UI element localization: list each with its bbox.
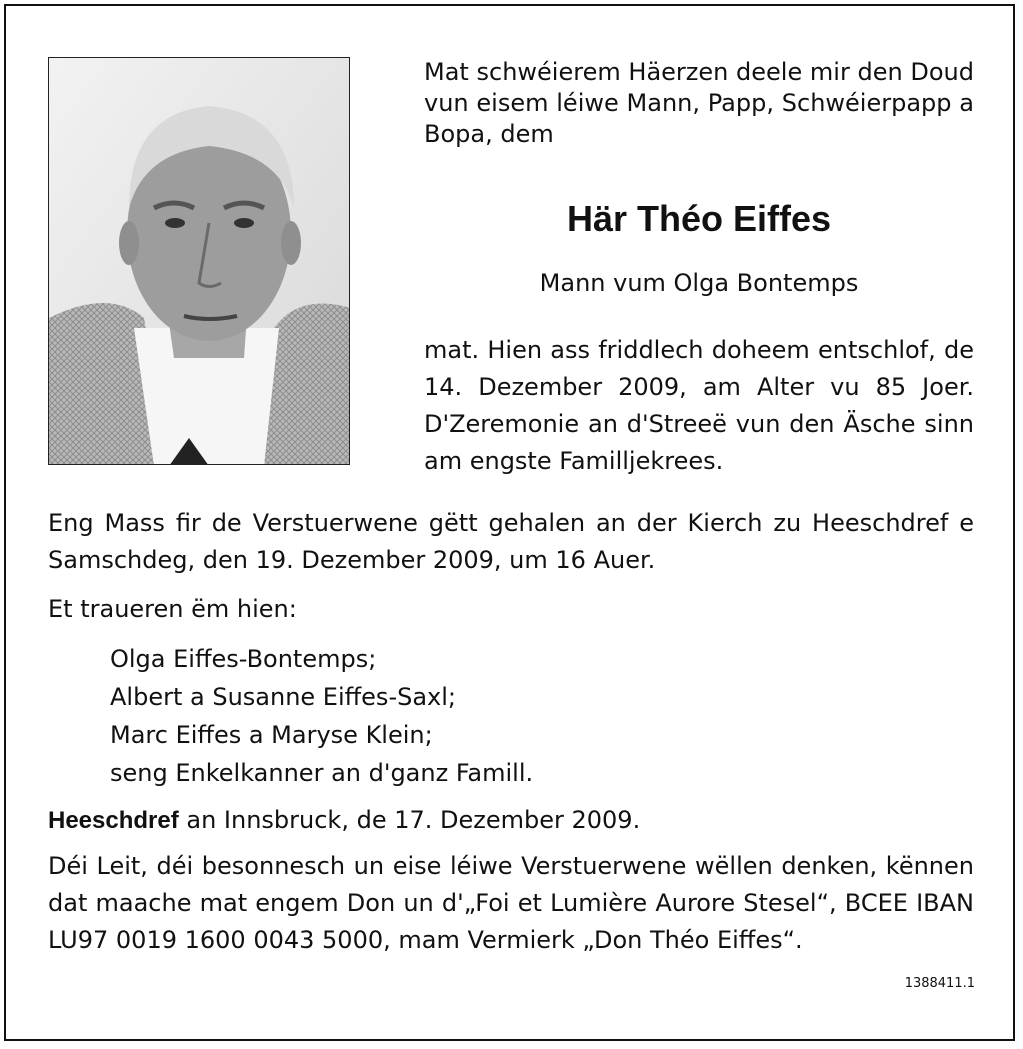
death-announcement: mat. Hien ass friddlech doheem entschlof, de 14. Dezember 2009, am Alter vu 85 Joer. D'Zeremonie an d'Streeë vun den Äsche sinn am engste Familljekrees. [424,336,974,475]
mourner-item: Marc Eiffes a Maryse Klein; [110,721,433,749]
place-name: Heeschdref [48,807,179,834]
mourner-item: seng Enkelkanner an d'ganz Famill. [110,759,534,787]
reference-number: 1388411.1 [904,976,975,991]
mourners-list [110,640,533,792]
deceased-name: Här Théo Eiffes [566,198,832,239]
mourners-label: Et traueren ëm hien: [48,595,297,623]
spouse-line: Mann vum Olga Bontemps [539,269,859,297]
portrait-photo [48,57,350,465]
donation-text: Déi Leit, déi besonnesch un eise léiwe Verstuerwene wëllen denken, kënnen dat maache mat engem Don un d'„Foi et Lumière Aurore Stesel“, BCEE IBAN LU97 0019 1600 0043 5000, mam Vermierk „Don Théo Eiffes“. [48,852,974,954]
intro-text: Mat schwéierem Häerzen deele mir den Doud vun eisem léiwe Mann, Papp, Schwéierpapp a Bopa, dem [424,58,974,148]
place-date: an Innsbruck, de 17. Dezember 2009. [178,806,641,834]
mourner-item: Albert a Susanne Eiffes-Saxl; [110,683,456,711]
mourner-item: Olga Eiffes-Bontemps; [110,645,377,673]
place-date-line [48,803,640,838]
mass-announcement: Eng Mass fir de Verstuerwene gëtt gehalen an der Kierch zu Heeschdref e Samschdeg, den 19. Dezember 2009, um 16 Auer. [48,509,974,574]
